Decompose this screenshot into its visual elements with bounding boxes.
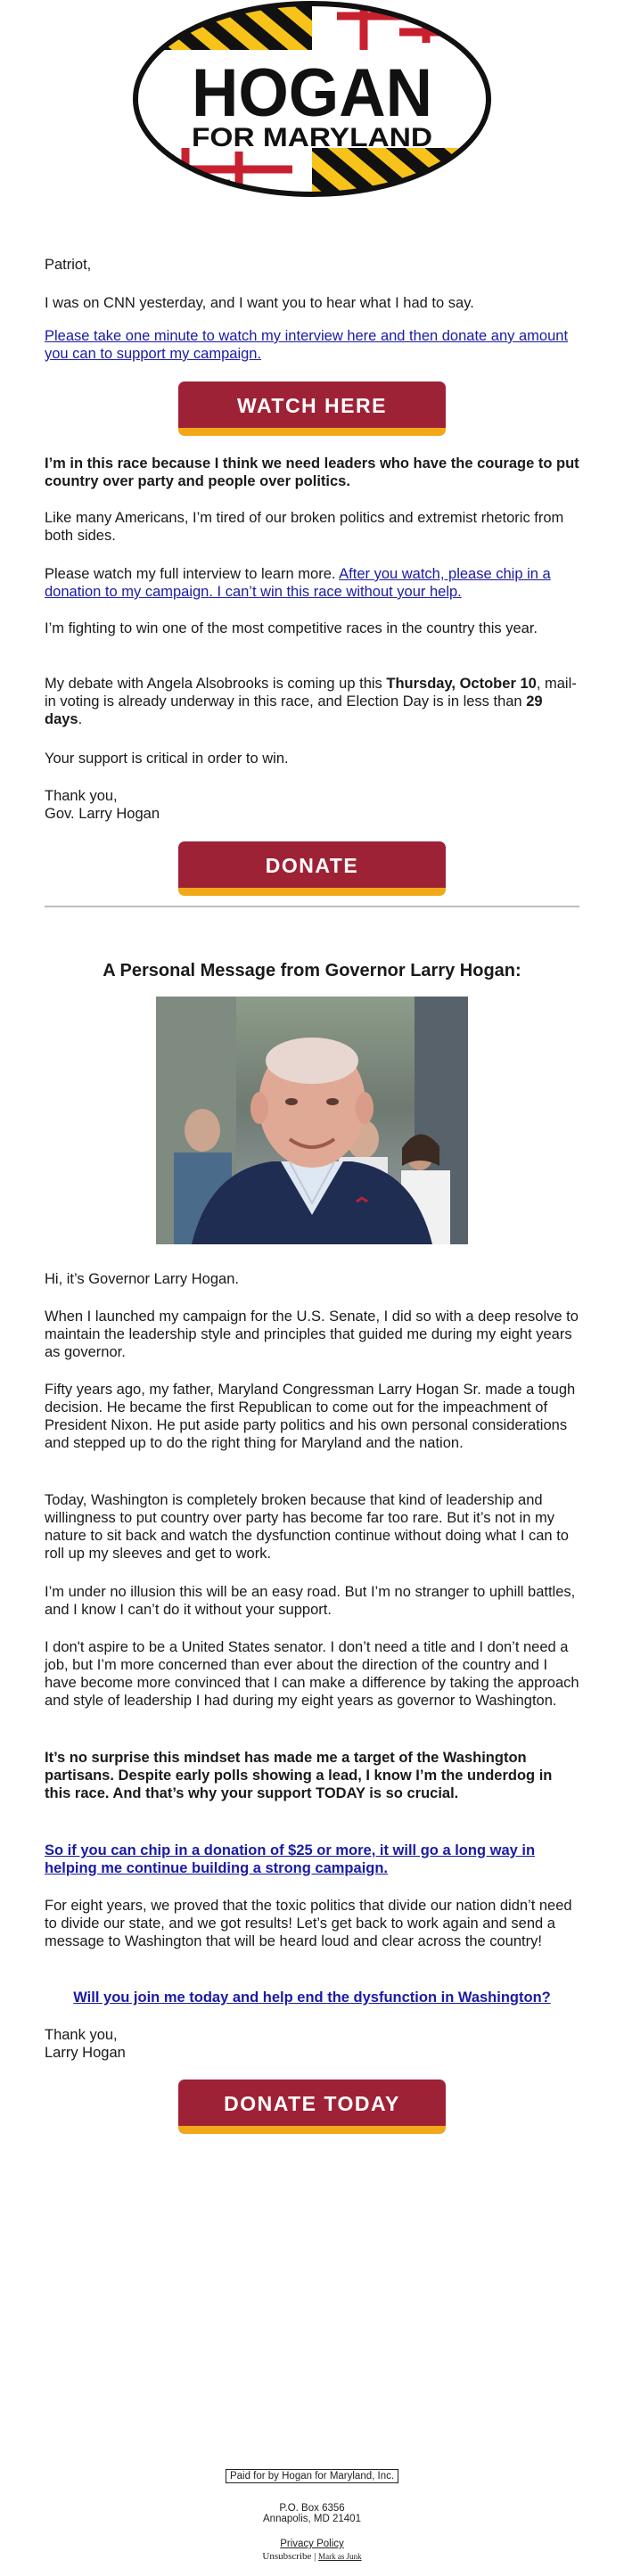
footer-address: P.O. Box 6356 Annapolis, MD 21401 <box>263 2503 361 2524</box>
intro-bold-statement: I’m in this race because I think we need leaders who have the courage to put country over party and people over politics. <box>45 455 579 489</box>
mark-as-junk-link[interactable]: Mark as Junk <box>318 2552 362 2561</box>
join-me-link[interactable]: Will you join me today and help end the dysfunction in Washington? <box>73 1989 551 2006</box>
intro-signoff: Thank you, Gov. Larry Hogan <box>45 788 160 822</box>
message-paragraph-6: I don't aspire to be a United States senator. I don’t need a title and I don’t need a job, but I’m more concerned than ever about the direction of the country and I have become more convinced that I can make a difference by taking the approach and style of leadership I had during my eight years as governor to Washington. <box>45 1639 579 1709</box>
watch-here-button[interactable]: WATCH HERE <box>178 381 446 437</box>
intro-paragraph-5: Please watch my full interview to learn more. After you watch, please chip in a donation to my campaign. I can’t win this race without your help. <box>45 566 551 600</box>
footer-links: Unsubscribe | Mark as Junk <box>262 2551 362 2562</box>
message-paragraph-4: Today, Washington is completely broken because that kind of leadership and willingness to put country over party has become far too rare. But it’s not in my nature to sit back and watch the dysfunction continue without doing what I can to roll up my sleeves and get to work. <box>45 1492 569 1562</box>
chip-in-25-link[interactable]: So if you can chip in a donation of $25 or more, it will go a long way in helping me continue building a strong campaign. <box>45 1842 536 1876</box>
message-signoff: Thank you, Larry Hogan <box>45 2027 126 2061</box>
logo-line-1: HOGAN <box>192 55 432 131</box>
intro-paragraph-4: Like many Americans, I’m tired of our broken politics and extremist rhetoric from both sides. <box>45 510 564 544</box>
message-paragraph-2: When I launched my campaign for the U.S. Senate, I did so with a deep resolve to maintain the leadership style and principles that guided me during my eight years as governor. <box>45 1309 579 1360</box>
message-bold-paragraph: It’s no surprise this mindset has made me a target of the Washington partisans. Despite early polls showing a lead, I know I’m the underdog in this race. And that’s why your support TODAY is so crucial. <box>45 1750 553 1801</box>
personal-message-heading: A Personal Message from Governor Larry Hogan: <box>103 961 521 980</box>
message-paragraph-9: For eight years, we proved that the toxic politics that divide our nation didn’t need to divide our state, and we got results! Let’s get back to work again and send a message to Washington that will be heard loud and clear across the country! <box>45 1898 572 1949</box>
intro-paragraph-1: I was on CNN yesterday, and I want you to hear what I had to say. <box>45 295 474 311</box>
larry-hogan-photo <box>156 997 468 1244</box>
donate-button[interactable]: DONATE <box>178 841 446 897</box>
watch-interview-link[interactable]: Please take one minute to watch my interview here and then donate any amount you can to support my campaign. <box>45 328 569 362</box>
intro-paragraph-8: Your support is critical in order to win. <box>45 751 289 767</box>
intro-paragraph-7: My debate with Angela Alsobrooks is coming up this Thursday, October 10, mail-in voting is already underway in this race, and Election Day is in less than 29 days. <box>45 676 577 727</box>
message-paragraph-5: I’m under no illusion this will be an easy road. But I’m no stranger to uphill battles, and I know I can’t do it without your support. <box>45 1584 576 1618</box>
logo-line-2: FOR MARYLAND <box>192 123 432 152</box>
privacy-policy-link[interactable]: Privacy Policy <box>280 2539 344 2549</box>
donate-today-button[interactable]: DONATE TODAY <box>178 2080 446 2135</box>
message-paragraph-3: Fifty years ago, my father, Maryland Congressman Larry Hogan Sr. made a tough decision. He became the first Republican to come out for the impeachment of President Nixon. He put aside party politics and his own personal considerations and stepped up to do the right thing for Maryland and the nation. <box>45 1382 576 1451</box>
chip-in-link[interactable]: After you watch, please chip in a donation to my campaign. I can’t win this race without your help. <box>45 566 551 600</box>
section-divider <box>45 906 579 907</box>
unsubscribe-link[interactable]: Unsubscribe <box>262 2551 312 2562</box>
message-paragraph-1: Hi, it’s Governor Larry Hogan. <box>45 1271 239 1287</box>
intro-paragraph-6: I’m fighting to win one of the most competitive races in the country this year. <box>45 620 538 636</box>
greeting: Patriot, <box>45 257 92 273</box>
paid-for-disclaimer: Paid for by Hogan for Maryland, Inc. <box>0 2469 624 2483</box>
hogan-for-maryland-logo <box>132 0 492 198</box>
